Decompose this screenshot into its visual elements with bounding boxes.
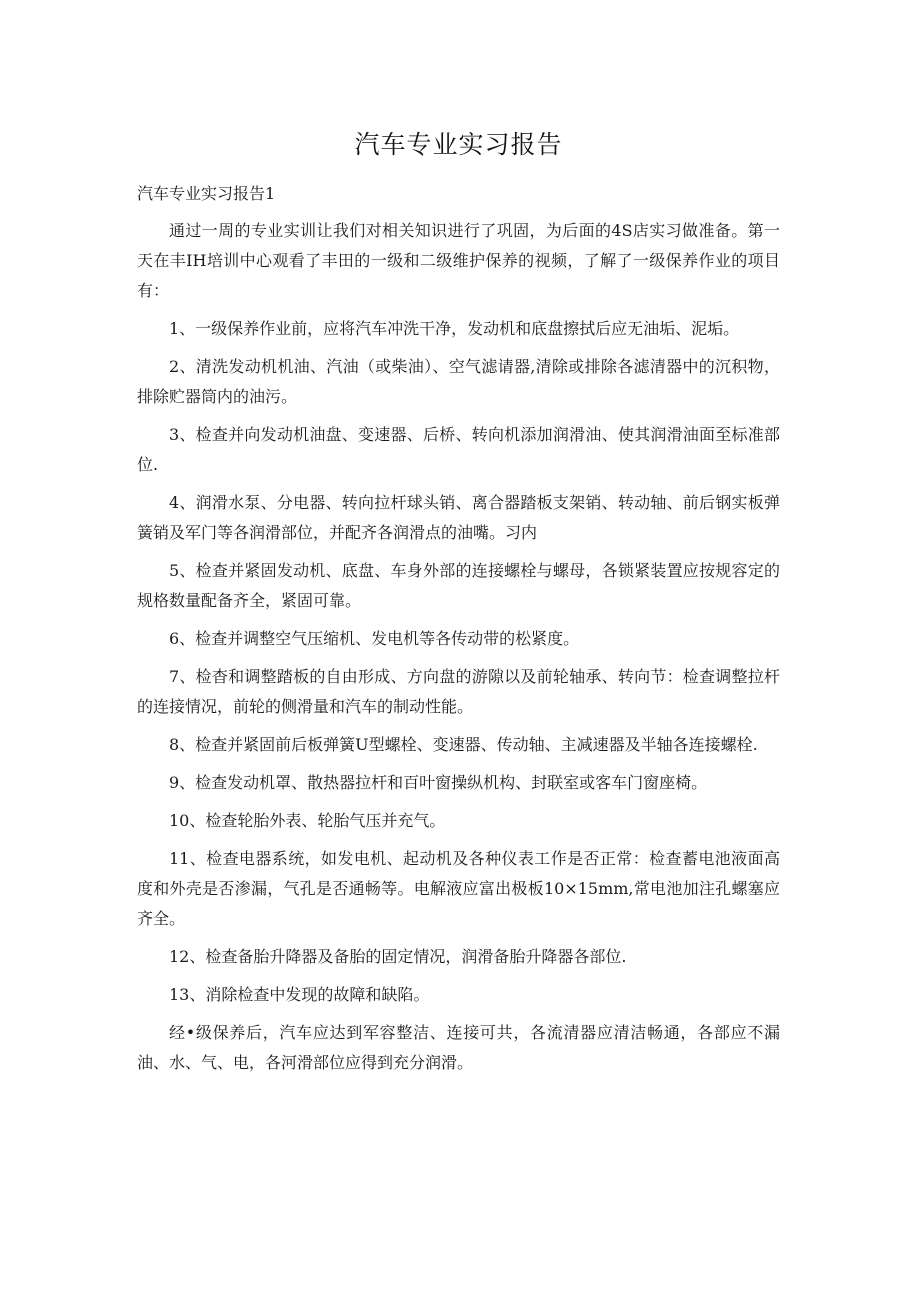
- paragraph-item-9: 9、检查发动机罩、散热器拉杆和百叶窗操纵机构、封联室或客车门窗座椅。: [169, 773, 708, 792]
- paragraph-item-11: 11、检查电器系统，如发电机、起动机及各种仪表工作是否正常：检查蓄电池液面高度和外壳是否渗漏，气孔是否通畅等。电解液应富出极板10×15mm,常电池加注孔螺塞应齐全。: [137, 849, 780, 928]
- paragraph-item-1: 1、一级保养作业前，应将汽车冲洗干净，发动机和底盘擦拭后应无油垢、泥垢。: [169, 319, 740, 338]
- paragraph-item-4: 4、润滑水泵、分电器、转向拉杆球头销、离合器踏板支架销、转动轴、前后钢实板弹簧销及军门等各润滑部位，并配齐各润滑点的油嘴。习内: [137, 493, 780, 542]
- paragraph-item-3: 3、检查并向发动机油盘、变速器、后桥、转向机添加润滑油、使其润滑油面至标准部位.: [137, 425, 780, 474]
- paragraph-item-7: 7、检杳和调整踏板的自由形成、方向盘的游隙以及前轮轴承、转向节：检查调整拉杆的连接情况，前轮的侧滑量和汽车的制动性能。: [137, 667, 780, 716]
- document-title: 汽车专业实习报告: [354, 130, 563, 159]
- paragraph-intro: 通过一周的专业实训让我们对相关知识进行了巩固，为后面的4S店实习做准备。第一天在丰IH培训中心观看了丰田的一级和二级维护保养的视频，了解了一级保养作业的项目有：: [137, 221, 780, 300]
- paragraph-item-2: 2、清洗发动机机油、汽油（或柴油）、空气滤请器,清除或排除各滤清器中的沉积物，排除贮器筒内的油污。: [137, 357, 780, 406]
- paragraph-conclusion: 经•级保养后，汽车应达到军容整洁、连接可共，各流清器应清洁畅通，各部应不漏油、水、气、电，各河滑部位应得到充分润滑。: [137, 1023, 780, 1072]
- paragraph-item-8: 8、检查并紧固前后板弹簧U型螺栓、变速器、传动轴、主减速器及半轴各连接螺栓.: [169, 735, 758, 754]
- paragraph-item-13: 13、消除检查中发现的故障和缺陷。: [169, 985, 430, 1004]
- paragraph-item-5: 5、检查并紧固发动机、底盘、车身外部的连接螺栓与螺母，各锁紧装置应按规容定的规格数量配备齐全，紧固可靠。: [137, 561, 780, 610]
- paragraph-item-12: 12、检查备胎升降器及备胎的固定情况，润滑备胎升降器各部位.: [169, 947, 627, 966]
- paragraph-item-6: 6、检查并调整空气压缩机、发电机等各传动带的松紧度。: [169, 629, 580, 648]
- document-subtitle: 汽车专业实习报告1: [137, 184, 276, 203]
- paragraph-item-10: 10、检查轮胎外表、轮胎气压并充气。: [169, 811, 446, 830]
